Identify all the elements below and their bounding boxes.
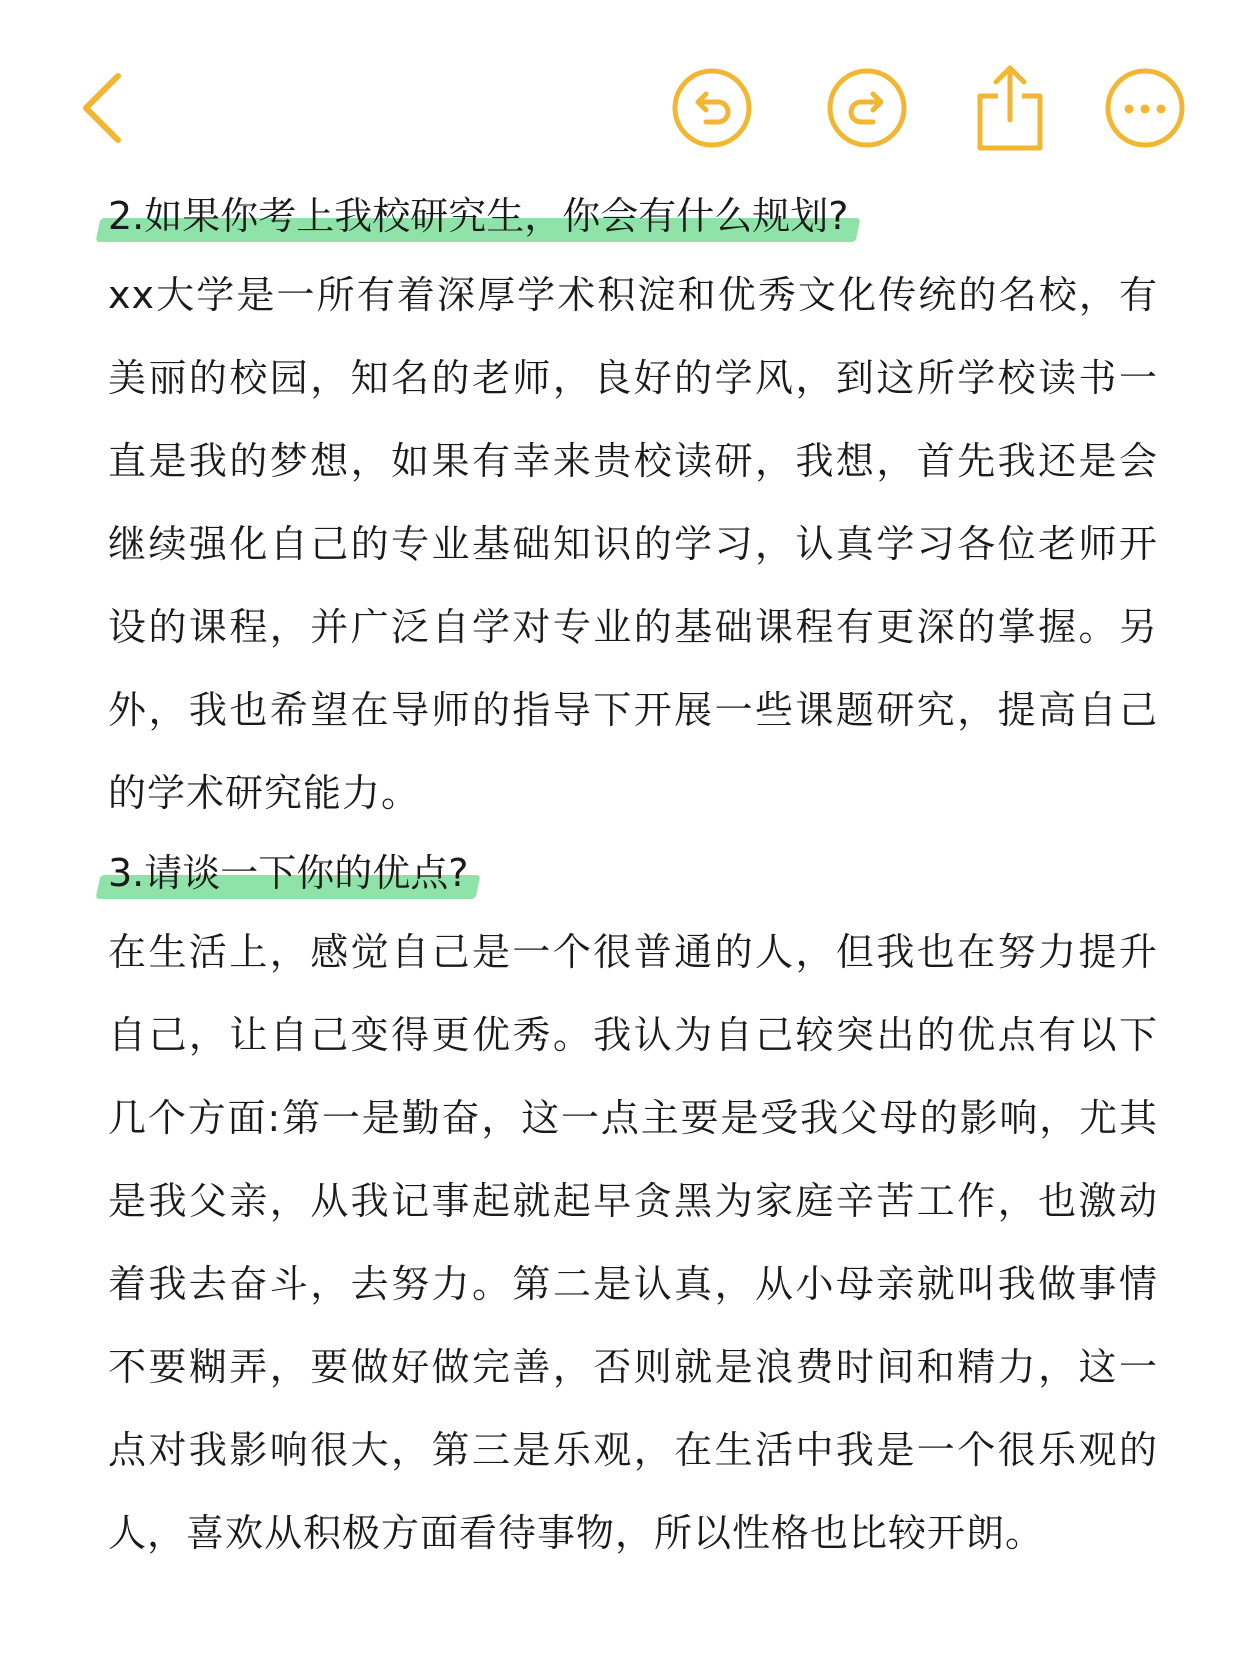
- chevron-left-icon: [78, 72, 128, 144]
- note-toolbar: [0, 0, 1245, 180]
- back-button[interactable]: [78, 72, 128, 144]
- answer-paragraph-3: 在生活上，感觉自己是一个很普通的人，但我也在努力提升自己，让自己变得更优秀。我认为自己较突出的优点有以下几个方面:第一是勤奋，这一点主要是受我父母的影响，尤其是我父亲，从我记事起就起早贪黑为家庭辛苦工作，也激动着我去奋斗，去努力。第二是认真，从小母亲就叫我做事情不要糊弄，要做好做完善，否则就是浪费时间和精力，这一点对我影响很大，第三是乐观，在生活中我是一个很乐观的人，喜欢从积极方面看待事物，所以性格也比较开朗。: [108, 930, 1158, 1555]
- answer-paragraph-2: xx大学是一所有着深厚学术积淀和优秀文化传统的名校，有美丽的校园，知名的老师，良好的学风，到这所学校读书一直是我的梦想，如果有幸来贵校读研，我想，首先我还是会继续强化自己的专业基础知识的学习，认真学习各位老师开设的课程，并广泛自学对专业的基础课程有更深的掌握。另外，我也希望在导师的指导下开展一些课题研究，提高自己的学术研究能力。: [108, 273, 1158, 815]
- section-heading-3: [108, 835, 468, 911]
- undo-icon: [670, 66, 754, 150]
- heading-text: 3.请谈一下你的优点?: [108, 851, 469, 895]
- redo-button[interactable]: [825, 66, 909, 150]
- heading-text: 2.如果你考上我校研究生，你会有什么规划?: [108, 194, 849, 238]
- more-button[interactable]: [1103, 66, 1187, 150]
- undo-button[interactable]: [670, 66, 754, 150]
- redo-icon: [825, 66, 909, 150]
- section-heading-2: [108, 178, 848, 254]
- more-icon: [1103, 66, 1187, 150]
- note-body[interactable]: [108, 178, 1158, 1575]
- share-button[interactable]: [976, 62, 1044, 152]
- share-icon: [976, 62, 1044, 152]
